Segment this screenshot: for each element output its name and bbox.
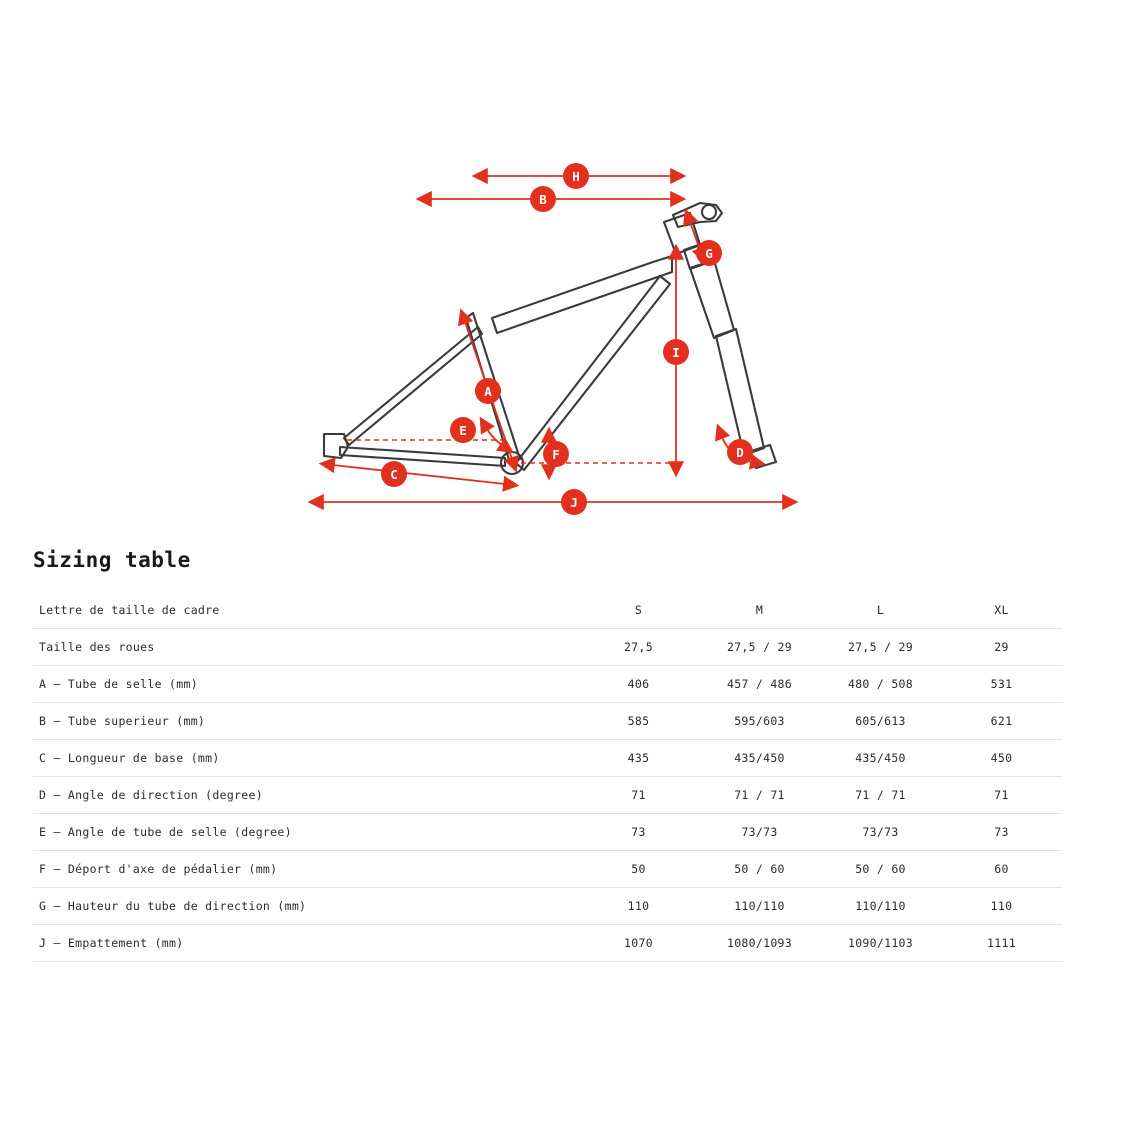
badge-d-label: D (736, 445, 744, 460)
cell-s: 27,5 (578, 629, 699, 666)
cell-m: 73/73 (699, 814, 820, 851)
table-row (33, 888, 1062, 925)
table-row (33, 666, 1062, 703)
badge-e-label: E (459, 423, 467, 438)
badge-g-label: G (705, 246, 713, 261)
cell-m: 50 / 60 (699, 851, 820, 888)
badge-g (696, 240, 722, 266)
column-header-l: L (820, 592, 941, 629)
cell-xl: 29 (941, 629, 1062, 666)
table-row (33, 629, 1062, 666)
page-title: Sizing table (33, 548, 191, 572)
cell-l: 480 / 508 (820, 666, 941, 703)
bike-geometry-diagram (0, 0, 1147, 540)
cell-s: 110 (578, 888, 699, 925)
table-body (33, 629, 1062, 962)
cell-xl: 60 (941, 851, 1062, 888)
badge-a-label: A (484, 384, 492, 399)
cell-l: 50 / 60 (820, 851, 941, 888)
badge-i (663, 339, 689, 365)
cell-m: 435/450 (699, 740, 820, 777)
cell-s: 435 (578, 740, 699, 777)
badge-f-label: F (552, 447, 560, 462)
cell-xl: 71 (941, 777, 1062, 814)
row-label: J – Empattement (mm) (33, 925, 578, 962)
badge-h-label: H (572, 169, 580, 184)
badge-i-label: I (672, 345, 680, 360)
table-row (33, 777, 1062, 814)
table-row (33, 851, 1062, 888)
column-header-s: S (578, 592, 699, 629)
column-header-m: M (699, 592, 820, 629)
cell-l: 110/110 (820, 888, 941, 925)
badge-h (563, 163, 589, 189)
cell-xl: 621 (941, 703, 1062, 740)
cell-xl: 73 (941, 814, 1062, 851)
badge-e (450, 417, 476, 443)
table-row (33, 814, 1062, 851)
cell-m: 27,5 / 29 (699, 629, 820, 666)
cell-xl: 531 (941, 666, 1062, 703)
cell-s: 406 (578, 666, 699, 703)
cell-xl: 110 (941, 888, 1062, 925)
cell-s: 585 (578, 703, 699, 740)
badge-a (475, 378, 501, 404)
cell-s: 73 (578, 814, 699, 851)
row-label: D – Angle de direction (degree) (33, 777, 578, 814)
badge-c-label: C (390, 467, 398, 482)
cell-xl: 1111 (941, 925, 1062, 962)
cell-l: 27,5 / 29 (820, 629, 941, 666)
badge-c (381, 461, 407, 487)
cell-m: 595/603 (699, 703, 820, 740)
sizing-table (33, 592, 1062, 962)
row-label: Taille des roues (33, 629, 578, 666)
row-label: F – Déport d'axe de pédalier (mm) (33, 851, 578, 888)
row-label: E – Angle de tube de selle (degree) (33, 814, 578, 851)
cell-l: 605/613 (820, 703, 941, 740)
row-label: B – Tube superieur (mm) (33, 703, 578, 740)
table-header-row (33, 592, 1062, 629)
table-row (33, 925, 1062, 962)
table-header (33, 592, 1062, 629)
table-row (33, 740, 1062, 777)
cell-s: 1070 (578, 925, 699, 962)
column-header-frame-size: Lettre de taille de cadre (33, 592, 578, 629)
cell-s: 71 (578, 777, 699, 814)
cell-l: 435/450 (820, 740, 941, 777)
cell-l: 73/73 (820, 814, 941, 851)
row-label: C – Longueur de base (mm) (33, 740, 578, 777)
cell-xl: 450 (941, 740, 1062, 777)
badge-b (530, 186, 556, 212)
badge-j (561, 489, 587, 515)
sizing-table-section (0, 548, 1147, 962)
cell-l: 71 / 71 (820, 777, 941, 814)
arrow-c (333, 465, 505, 484)
cell-l: 1090/1103 (820, 925, 941, 962)
column-header-xl: XL (941, 592, 1062, 629)
cell-m: 110/110 (699, 888, 820, 925)
badge-b-label: B (539, 192, 547, 207)
cell-m: 457 / 486 (699, 666, 820, 703)
row-label: G – Hauteur du tube de direction (mm) (33, 888, 578, 925)
table-row (33, 703, 1062, 740)
cell-s: 50 (578, 851, 699, 888)
cell-m: 1080/1093 (699, 925, 820, 962)
badge-d (727, 439, 753, 465)
cell-m: 71 / 71 (699, 777, 820, 814)
badge-f (543, 441, 569, 467)
row-label: A – Tube de selle (mm) (33, 666, 578, 703)
badge-j-label: J (570, 495, 578, 510)
